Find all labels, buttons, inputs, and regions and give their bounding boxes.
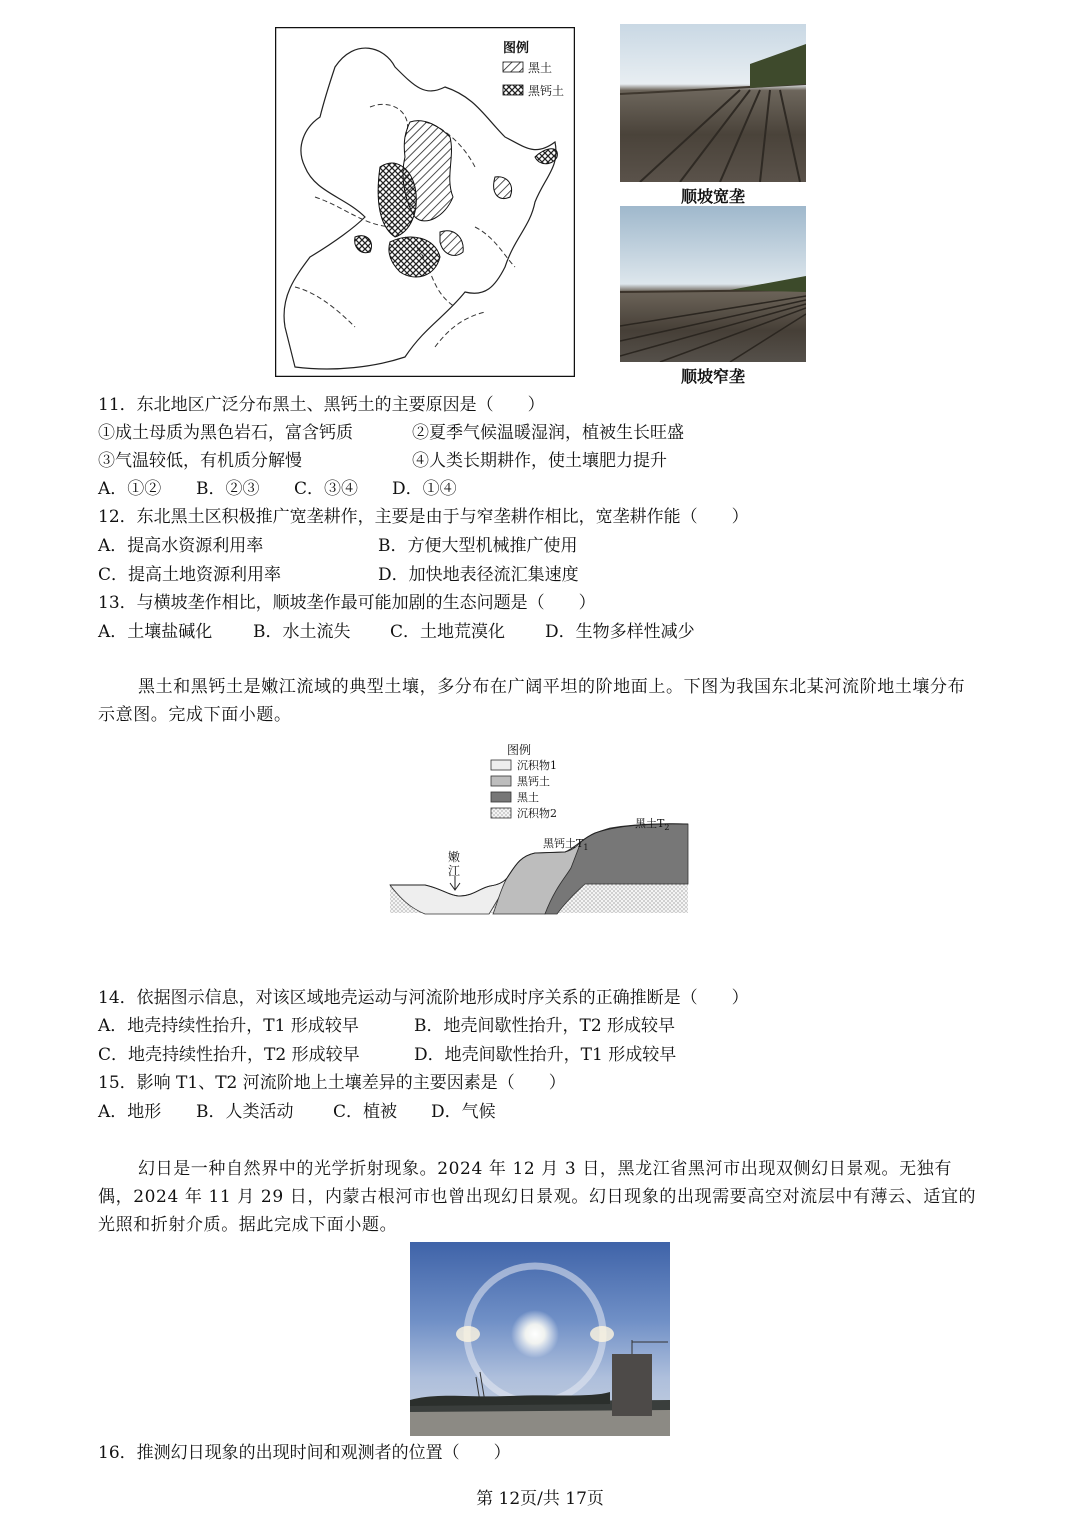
q11-statement-4: ④人类长期耕作，使土壤肥力提升 bbox=[412, 451, 667, 471]
q12-stem: 12．东北黑土区积极推广宽垄耕作，主要是由于与窄垄耕作相比，宽垄耕作能（ ） bbox=[98, 507, 749, 527]
narrow-ridge-caption: 顺坡窄垄 bbox=[680, 367, 745, 386]
wide-ridge-photo bbox=[620, 24, 806, 182]
q14-option-a[interactable]: A．地壳持续性抬升，T1 形成较早 bbox=[98, 1016, 359, 1036]
terrace-legend-sediment-2: 沉积物2 bbox=[517, 807, 557, 820]
q14-option-b[interactable]: B．地壳间歇性抬升，T2 形成较早 bbox=[414, 1016, 676, 1036]
q15-option-b[interactable]: B．人类活动 bbox=[196, 1102, 294, 1122]
q13-stem: 13．与横坡垄作相比，顺坡垄作最可能加剧的生态问题是（ ） bbox=[98, 593, 596, 613]
q11-option-d[interactable]: D．①④ bbox=[392, 479, 457, 499]
terrace-legend-title: 图例 bbox=[507, 743, 532, 757]
map-legend-chernozem: 黑钙土 bbox=[528, 84, 565, 98]
q11-options bbox=[98, 477, 457, 501]
q11-statement-2: ②夏季气候温暖湿润，植被生长旺盛 bbox=[412, 423, 684, 443]
q16-stem: 16．推测幻日现象的出现时间和观测者的位置（ ） bbox=[98, 1443, 511, 1463]
q11-stem: 11．东北地区广泛分布黑土、黑钙土的主要原因是（ ） bbox=[98, 395, 545, 415]
terrace-t2-subscript: 2 bbox=[664, 823, 670, 833]
q11-statement-3: ③气温较低，有机质分解慢 bbox=[98, 451, 302, 471]
q15-stem: 15．影响 T1、T2 河流阶地上土壤差异的主要因素是（ ） bbox=[98, 1073, 566, 1093]
river-label-nen: 嫩 bbox=[448, 850, 461, 864]
q13-options bbox=[98, 620, 695, 644]
q12-option-c[interactable]: C．提高土地资源利用率 bbox=[98, 565, 282, 585]
q14-option-c[interactable]: C．地壳持续性抬升，T2 形成较早 bbox=[98, 1045, 360, 1065]
terrace-t1-subscript: 1 bbox=[583, 843, 589, 853]
q14-option-d[interactable]: D．地壳间歇性抬升，T1 形成较早 bbox=[414, 1045, 677, 1065]
q15-option-c[interactable]: C．植被 bbox=[333, 1102, 398, 1122]
terrace-t1-label bbox=[543, 835, 588, 852]
q13-option-b[interactable]: B．水土流失 bbox=[253, 622, 351, 642]
q11-statement-1: ①成土母质为黑色岩石，富含钙质 bbox=[98, 423, 353, 443]
sun-dog-photo bbox=[410, 1242, 670, 1436]
q15-options bbox=[98, 1100, 496, 1124]
q13-option-a[interactable]: A．土壤盐碱化 bbox=[98, 622, 213, 642]
q15-option-d[interactable]: D．气候 bbox=[431, 1102, 496, 1122]
terrace-legend-chernozem: 黑钙土 bbox=[517, 775, 550, 788]
wide-ridge-caption: 顺坡宽垄 bbox=[680, 187, 745, 206]
q11-option-c[interactable]: C．③④ bbox=[294, 479, 359, 499]
q13-option-d[interactable]: D．生物多样性减少 bbox=[545, 622, 695, 642]
map-legend-black-soil: 黑土 bbox=[528, 61, 553, 75]
q14-stem: 14．依据图示信息，对该区域地壳运动与河流阶地形成时序关系的正确推断是（ ） bbox=[98, 988, 749, 1008]
q12-option-a[interactable]: A．提高水资源利用率 bbox=[98, 536, 264, 556]
terrace-t1-text: 黑钙土T bbox=[543, 837, 584, 850]
map-legend-title: 图例 bbox=[503, 41, 530, 56]
passage-3: 幻日是一种自然界中的光学折射现象。2024 年 12 月 3 日，黑龙江省黑河市出现双侧幻日景观。无独有偶，2024 年 11 月 29 日，内蒙古根河市也曾出现幻日景观。幻日现象的出现需要高空对流层中有薄云、适宜的光照和折射介质。据此完成下面小题。 bbox=[98, 1159, 977, 1235]
terrace-t2-label bbox=[635, 815, 669, 832]
page-footer: 第 12页/共 17页 bbox=[476, 1489, 604, 1509]
q12-option-d[interactable]: D．加快地表径流汇集速度 bbox=[378, 565, 579, 585]
q12-option-b[interactable]: B．方便大型机械推广使用 bbox=[378, 536, 578, 556]
narrow-ridge-photo bbox=[620, 206, 806, 362]
soil-distribution-map bbox=[275, 27, 575, 377]
q13-option-c[interactable]: C．土地荒漠化 bbox=[390, 622, 506, 642]
q15-option-a[interactable]: A．地形 bbox=[98, 1102, 162, 1122]
q11-option-b[interactable]: B．②③ bbox=[196, 479, 260, 499]
terrace-legend-sediment-1: 沉积物1 bbox=[517, 759, 557, 772]
passage-2: 黑土和黑钙土是嫩江流域的典型土壤，多分布在广阔平坦的阶地面上。下图为我国东北某河流阶地土壤分布示意图。完成下面小题。 bbox=[98, 677, 966, 725]
q11-option-a[interactable]: A．①② bbox=[98, 479, 162, 499]
terrace-legend-black-soil: 黑土 bbox=[517, 791, 539, 804]
terrace-diagram bbox=[385, 738, 695, 920]
terrace-t2-text: 黑土T bbox=[635, 817, 665, 830]
river-label-jiang: 江 bbox=[448, 864, 461, 878]
